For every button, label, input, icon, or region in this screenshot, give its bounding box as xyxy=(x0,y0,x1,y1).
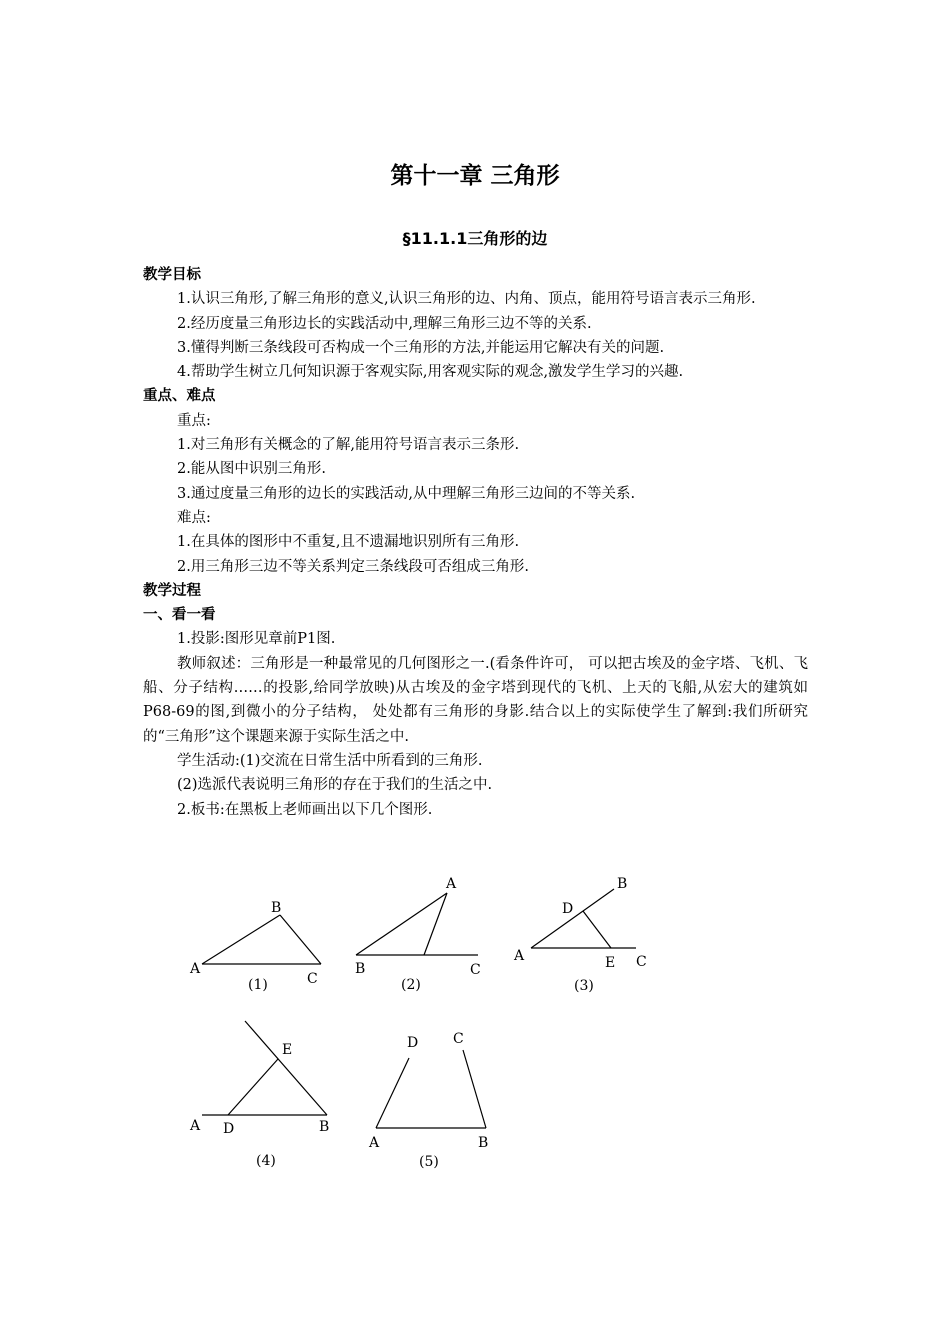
fig4-label-a: A xyxy=(190,1118,201,1134)
fig2-label-c: C xyxy=(470,962,481,978)
fig5-side-bc xyxy=(463,1050,486,1128)
fig2-side-ba xyxy=(356,893,447,955)
figure-2 xyxy=(355,876,481,993)
part1-heading: 一、看一看 xyxy=(143,607,216,624)
process-paragraph: 2.板书:在黑板上老师画出以下几个图形. xyxy=(177,801,433,818)
goal-item: 1.认识三角形,了解三角形的意义,认识三角形的边、内角、顶点，能用符号语言表示三角形. xyxy=(177,291,756,308)
fig3-caption: (3) xyxy=(574,978,594,994)
fig4-label-b: B xyxy=(319,1119,330,1135)
difficulty-label: 难点: xyxy=(177,509,211,526)
fig1-caption: (1) xyxy=(248,977,268,993)
fig4-long-side xyxy=(245,1021,327,1115)
fig1-side-ab xyxy=(202,915,280,964)
fig2-label-a: A xyxy=(446,876,457,892)
fig3-label-a: A xyxy=(514,948,525,964)
fig1-label-c: C xyxy=(307,971,318,987)
goal-item: 3.懂得判断三条线段可否构成一个三角形的方法,并能运用它解决有关的问题. xyxy=(177,339,665,356)
fig3-label-c: C xyxy=(636,954,647,970)
difficulty-item: 2.用三角形三边不等关系判定三条线段可否组成三角形. xyxy=(177,558,529,575)
goals-heading: 教学目标 xyxy=(143,267,201,283)
fig1-label-b: B xyxy=(271,900,282,916)
fig5-label-a: A xyxy=(369,1135,380,1151)
fig5-label-b: B xyxy=(478,1135,489,1151)
difficulty-item: 1.在具体的图形中不重复,且不遗漏地识别所有三角形. xyxy=(177,534,520,551)
fig1-label-a: A xyxy=(190,961,201,977)
fig5-side-ad xyxy=(376,1058,409,1128)
section-title: §11.1.1三角形的边 xyxy=(402,229,548,248)
key-points-heading: 重点、难点 xyxy=(143,388,216,405)
fig4-segment-de xyxy=(228,1059,278,1115)
focus-label: 重点: xyxy=(177,412,211,429)
fig4-label-e: E xyxy=(282,1042,293,1058)
fig5-caption: (5) xyxy=(419,1154,439,1170)
fig3-segment-de xyxy=(583,911,611,948)
goal-item: 4.帮助学生树立几何知识源于客观实际,用客观实际的观念,激发学生学习的兴趣. xyxy=(177,364,684,381)
fig3-side-ab xyxy=(531,889,614,948)
student-activity: 学生活动:(1)交流在日常生活中所看到的三角形. xyxy=(177,752,483,769)
figure-3 xyxy=(513,876,647,994)
fig3-label-b: B xyxy=(617,876,628,892)
focus-item: 1.对三角形有关概念的了解,能用符号语言表示三条形. xyxy=(177,437,520,454)
fig4-label-d: D xyxy=(223,1121,235,1137)
fig1-side-bc xyxy=(280,915,321,964)
fig3-label-e: E xyxy=(605,955,616,971)
fig5-label-d: D xyxy=(407,1035,419,1051)
focus-item: 2.能从图中识别三角形. xyxy=(177,461,326,478)
student-activity: (2)选派代表说明三角形的存在于我们的生活之中. xyxy=(177,777,493,794)
figure-5 xyxy=(368,1031,488,1170)
fig2-inner-line xyxy=(424,893,447,955)
process-heading: 教学过程 xyxy=(143,582,201,599)
fig4-caption: (4) xyxy=(256,1153,276,1169)
focus-item: 3.通过度量三角形的边长的实践活动,从中理解三角形三边间的不等关系. xyxy=(177,485,636,502)
fig3-label-d: D xyxy=(562,901,574,917)
chapter-title: 第十一章 三角形 xyxy=(390,163,560,189)
goal-item: 2.经历度量三角形边长的实践活动中,理解三角形三边不等的关系. xyxy=(177,315,592,332)
fig5-label-c: C xyxy=(453,1031,464,1047)
teacher-narration: 教师叙述：三角形是一种最常见的几何图形之一.(看条件许可， 可以把古埃及的金字塔、飞机、飞船、分子结构……的投影,给同学放映)从古埃及的金字塔到现代的飞机、上天的飞船,从宏大的建筑如P68-69的图,到微小的分子结构， 处处都有三角形的身影.结合以上的实际使学生了解到:我们所研究的“三角形”这个课题来源于实际生活之中. xyxy=(143,655,808,745)
figure-4 xyxy=(189,1021,329,1169)
fig2-caption: (2) xyxy=(401,977,421,993)
fig2-label-b: B xyxy=(355,961,366,977)
process-paragraph: 1.投影:图形见章前P1图. xyxy=(177,631,336,648)
figure-1 xyxy=(189,900,321,993)
